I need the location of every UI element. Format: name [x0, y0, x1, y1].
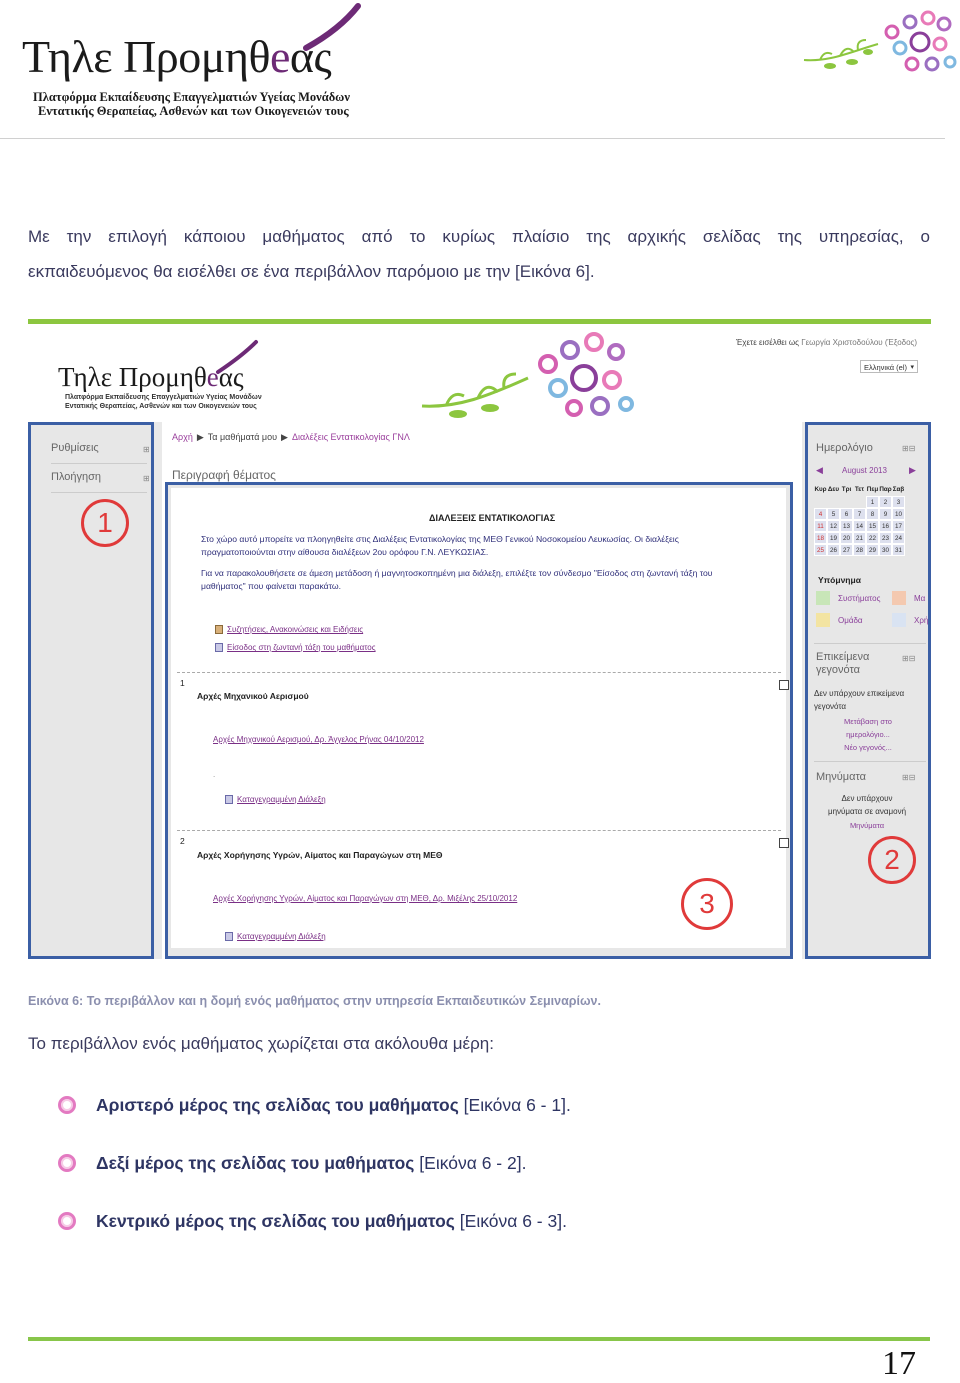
forum-icon [215, 625, 223, 634]
section-1-dot: . [213, 770, 216, 779]
content-line-1: Στο χώρο αυτό μπορείτε να πλοηγηθείτε στις Διαλέξεις Εντατικολογίας της ΜΕΘ Γενικού Νοσοκομείου Λευκωσίας. Οι διαλέξεις [201, 534, 679, 544]
breadcrumb-my-courses[interactable]: Τα μαθήματά μου [207, 432, 278, 442]
section-2-title: Αρχές Χορήγησης Υγρών, Αίματος και Παραγώγων στη ΜΕΘ [197, 850, 443, 860]
legend-eye-icon [816, 613, 830, 627]
logo-swoosh-icon [300, 2, 364, 54]
breadcrumb-course[interactable]: Διαλέξεις Εντατικολογίας ΓΝΛ [291, 432, 410, 442]
calendar-day[interactable]: 11 [814, 520, 827, 532]
breadcrumb-arrow-icon: ▶ [281, 432, 288, 442]
marker-3: 3 [681, 878, 733, 930]
section-divider [177, 830, 781, 831]
calendar-block-title: Ημερολόγιο [816, 442, 873, 454]
calendar-day[interactable]: 13 [840, 520, 853, 532]
section-2-lecture-link[interactable]: Αρχές Χορήγησης Υγρών, Αίματος και Παραγώγων στη ΜΕΘ, Δρ. Μιξέλης 25/10/2012 [213, 894, 518, 903]
calendar-day[interactable]: 10 [892, 508, 905, 520]
section-1-recorded-link[interactable]: Καταγεγραμμένη Διάλεξη [237, 795, 326, 804]
screenshot-logo-subtitle-2: Εντατικής Θεραπείας, Ασθενών και των Οικογενειών τους [65, 403, 257, 410]
upcoming-events-text-2: γεγονότα [814, 702, 847, 711]
calendar-month: August 2013 [842, 466, 887, 475]
calendar-day[interactable]: 6 [840, 508, 853, 520]
live-class-link[interactable]: Είσοδος στη ζωντανή τάξη του μαθήματος [227, 643, 376, 652]
goto-calendar-link-1[interactable]: Μετάβαση στο [844, 717, 892, 726]
bullet-icon [58, 1096, 76, 1114]
section-1-title: Αρχές Μηχανικού Αερισμού [197, 691, 309, 701]
live-class-icon [215, 643, 223, 652]
calendar-day [840, 496, 853, 508]
language-select[interactable]: Ελληνικά (el) ▾ [860, 360, 918, 373]
legend-eye-icon [892, 591, 906, 605]
calendar-day[interactable]: 19 [827, 532, 840, 544]
right-panel [805, 422, 931, 959]
calendar-day[interactable]: 4 [814, 508, 827, 520]
calendar-day [814, 496, 827, 508]
block-divider [814, 761, 926, 762]
content-line-3: Για να παρακολουθήσετε σε άμεση μετάδοση ή μαγνητοσκοπημένη μια διάλεξη, επιλέξτε τον σύνδεσμο "Είσοδος στη ζωντανή τάξη του [201, 568, 713, 578]
calendar-day[interactable]: 23 [879, 532, 892, 544]
messages-text-2: μηνύματα σε αναμονή [827, 807, 907, 816]
block-toggle-icon[interactable]: ⊞ [143, 474, 150, 483]
recorded-lecture-icon [225, 932, 233, 941]
screenshot-logo-subtitle-1: Πλατφόρμα Εκπαίδευσης Επαγγελματιών Υγείας Μονάδων [65, 394, 262, 401]
calendar-weekday: Κυρ [814, 486, 827, 493]
footer-divider [28, 1337, 930, 1341]
legend-item[interactable]: Μα [892, 591, 925, 605]
logo-subtitle-2: Εντατικής Θεραπείας, Ασθενών και των Οικογενειών τους [38, 104, 349, 118]
forum-link[interactable]: Συζητήσεις, Ανακοινώσεις και Ειδήσεις [227, 625, 364, 634]
block-divider [51, 463, 147, 464]
content-inner [171, 488, 786, 948]
calendar-prev-icon[interactable]: ◀ [816, 465, 823, 475]
calendar-day[interactable]: 17 [892, 520, 905, 532]
chevron-down-icon: ▾ [910, 364, 914, 371]
block-toggle-icon[interactable]: ⊞ [143, 445, 150, 454]
calendar-next-icon[interactable]: ▶ [909, 465, 916, 475]
section-1-toggle[interactable] [779, 680, 789, 690]
settings-block-title[interactable]: Ρυθμίσεις [51, 442, 99, 454]
calendar-day[interactable]: 29 [866, 544, 879, 556]
paragraph-line-1: Με την επιλογή κάποιου μαθήματος από το κυρίως πλαίσιο της αρχικής σελίδας της υπηρεσίας, ο [28, 227, 930, 246]
calendar-day[interactable]: 12 [827, 520, 840, 532]
calendar-day [827, 496, 840, 508]
breadcrumb-home[interactable]: Αρχή [172, 432, 193, 442]
navigation-block-title[interactable]: Πλοήγηση [51, 471, 102, 483]
logo-title: Τηλε Προμηθeας [22, 31, 332, 82]
calendar-day[interactable]: 15 [866, 520, 879, 532]
calendar-day[interactable]: 25 [814, 544, 827, 556]
calendar-weekday: Πεμ [866, 486, 879, 493]
calendar-weekday: Τετ [854, 486, 865, 493]
login-info: Έχετε εισέλθει ως Γεωργία Χριστοδούλου (Έξοδος) [736, 338, 918, 347]
figure-caption: Εικόνα 6: Το περιβάλλον και η δομή ενός μαθήματος στην υπηρεσία Εκπαιδευτικών Σεμιναρίων. [28, 994, 601, 1008]
calendar-day[interactable]: 28 [853, 544, 866, 556]
calendar-weekday: Παρ [879, 486, 892, 493]
bullet-icon [58, 1212, 76, 1230]
calendar-day[interactable]: 8 [866, 508, 879, 520]
calendar-day[interactable]: 20 [840, 532, 853, 544]
intro-text: Το περιβάλλον ενός μαθήματος χωρίζεται στα ακόλουθα μέρη: [28, 1034, 494, 1053]
block-toggle-icon[interactable]: ⊞⊟ [902, 654, 916, 663]
section-1-number: 1 [180, 678, 185, 688]
section-2-number: 2 [180, 836, 185, 846]
calendar-day[interactable]: 27 [840, 544, 853, 556]
block-toggle-icon[interactable]: ⊞⊟ [902, 773, 916, 782]
block-divider [814, 643, 926, 644]
legend-item[interactable]: Συστήματος [816, 591, 880, 605]
messages-block-title: Μηνύματα [816, 771, 867, 783]
list-item: Αριστερό μέρος της σελίδας του μαθήματος [Εικόνα 6 - 1]. [58, 1091, 571, 1119]
content-line-2: πραγματοποιούνται στην αίθουσα διαλέξεων 2ου ορόφου Γ.Ν. ΛΕΥΚΩΣΙΑΣ. [201, 547, 489, 557]
messages-link[interactable]: Μηνύματα [849, 821, 885, 830]
goto-calendar-link-2[interactable]: ημερολόγιο... [846, 730, 890, 739]
marker-1: 1 [81, 499, 129, 547]
screenshot-logo-swoosh-icon [214, 338, 260, 376]
legend-eye-icon [892, 613, 906, 627]
block-divider [51, 492, 147, 493]
calendar-weekday: Δευ [827, 486, 840, 493]
legend-title: Υπόμνημα [818, 575, 861, 585]
calendar-grid [814, 484, 905, 556]
list-item: Δεξί μέρος της σελίδας του μαθήματος [Εικόνα 6 - 2]. [58, 1149, 526, 1177]
header-divider [0, 138, 945, 139]
content-panel [165, 482, 793, 959]
content-heading: ΔΙΑΛΕΞΕΙΣ ΕΝΤΑΤΙΚΟΛΟΓΙΑΣ [429, 513, 556, 523]
flower-decoration-icon [800, 4, 960, 82]
calendar-day[interactable]: 9 [879, 508, 892, 520]
calendar-day[interactable]: 18 [814, 532, 827, 544]
calendar-day[interactable]: 1 [866, 496, 879, 508]
screenshot-banner [28, 324, 931, 422]
section-2-recorded-link[interactable]: Καταγεγραμμένη Διάλεξη [237, 932, 326, 941]
new-event-link[interactable]: Νέο γεγονός... [844, 743, 892, 752]
marker-2: 2 [868, 836, 916, 884]
topic-title: Περιγραφή θέματος [172, 468, 276, 482]
breadcrumb-arrow-icon: ▶ [196, 432, 204, 442]
messages-text-1: Δεν υπάρχουν [841, 794, 893, 803]
page-number: 17 [882, 1345, 916, 1382]
calendar-day[interactable]: 2 [879, 496, 892, 508]
calendar-weekday: Τρι [841, 486, 852, 493]
content-line-4: μαθήματος" που φαίνεται παρακάτω. [201, 581, 341, 591]
section-2-toggle[interactable] [779, 838, 789, 848]
calendar-day [853, 496, 866, 508]
calendar-day[interactable]: 7 [853, 508, 866, 520]
calendar-weekday: Σαβ [892, 486, 905, 493]
calendar-day[interactable]: 24 [892, 532, 905, 544]
calendar-day[interactable]: 30 [879, 544, 892, 556]
section-divider [177, 672, 781, 673]
legend-eye-icon [816, 591, 830, 605]
screenshot-logo-title: Τηλε Προμηθeας [58, 362, 244, 392]
legend-item[interactable]: Ομάδα [816, 613, 863, 627]
paragraph-line-2: εκπαιδευόμενος θα εισέλθει σε ένα περιβάλλον παρόμοιο με την [Εικόνα 6]. [28, 262, 595, 281]
recorded-lecture-icon [225, 795, 233, 804]
legend-item[interactable]: Χρή [892, 613, 928, 627]
upcoming-events-title-2: γεγονότα [816, 664, 861, 676]
screenshot-flower-decoration-icon [418, 326, 638, 420]
upcoming-events-title-1: Επικείμενα [816, 651, 870, 663]
calendar-day[interactable]: 16 [879, 520, 892, 532]
left-panel [28, 422, 154, 959]
calendar-day[interactable]: 14 [853, 520, 866, 532]
calendar-day[interactable]: 26 [827, 544, 840, 556]
section-1-lecture-link[interactable]: Αρχές Μηχανικού Αερισμού, Δρ. Άγγελος Ρήνας 04/10/2012 [213, 735, 424, 744]
bullet-icon [58, 1154, 76, 1172]
breadcrumb [172, 432, 410, 443]
block-toggle-icon[interactable]: ⊞⊟ [902, 444, 916, 453]
figure-screenshot [28, 319, 931, 959]
calendar-day[interactable]: 22 [866, 532, 879, 544]
calendar-day[interactable]: 3 [892, 496, 905, 508]
calendar-day[interactable]: 31 [892, 544, 905, 556]
logo-subtitle-1: Πλατφόρμα Εκπαίδευσης Επαγγελματιών Υγείας Μονάδων [33, 90, 350, 104]
calendar-day[interactable]: 5 [827, 508, 840, 520]
calendar-day[interactable]: 21 [853, 532, 866, 544]
upcoming-events-text-1: Δεν υπάρχουν επικείμενα [814, 689, 905, 698]
login-user-link[interactable]: Γεωργία Χριστοδούλου (Έξοδος) [801, 338, 918, 347]
list-item: Κεντρικό μέρος της σελίδας του μαθήματος [Εικόνα 6 - 3]. [58, 1207, 567, 1235]
